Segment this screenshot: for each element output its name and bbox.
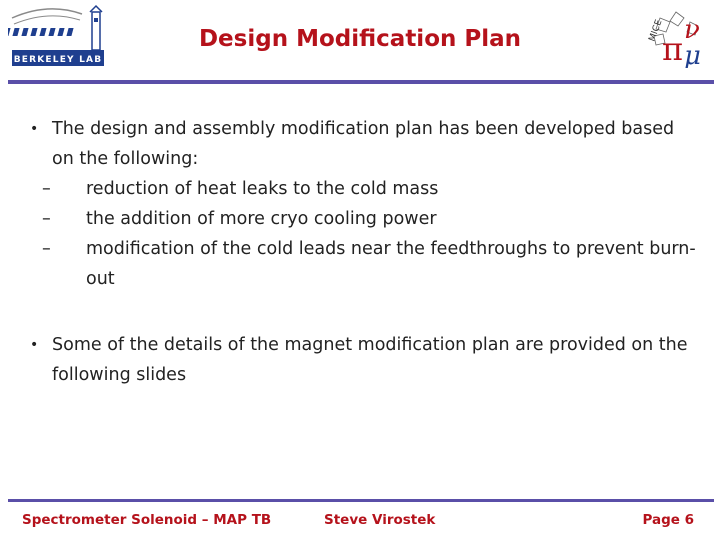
sub-text-2: the addition of more cryo cooling power bbox=[86, 209, 437, 229]
title-divider bbox=[8, 80, 714, 84]
sub-item-1 bbox=[30, 174, 700, 204]
svg-text:μ: μ bbox=[684, 41, 701, 68]
footer-left: Spectrometer Solenoid – MAP TB bbox=[22, 512, 272, 528]
bullet-text-2: Some of the details of the magnet modification plan are provided on the following slides bbox=[52, 335, 688, 385]
sub-item-3 bbox=[30, 234, 700, 294]
slide-body bbox=[30, 114, 700, 390]
sub-text-3: modification of the cold leads near the feedthroughs to prevent burn-out bbox=[86, 239, 696, 289]
mice-logo bbox=[640, 8, 716, 68]
footer-divider bbox=[8, 499, 714, 502]
mice-label: MICE bbox=[647, 18, 665, 44]
svg-text:π: π bbox=[662, 30, 684, 68]
bullet-marker: • bbox=[30, 121, 39, 137]
bullet-item-1 bbox=[30, 114, 700, 174]
bullet-item-2 bbox=[30, 330, 700, 390]
page-number: Page 6 bbox=[642, 512, 694, 528]
dash-marker: – bbox=[42, 179, 51, 199]
slide-title: Design Modification Plan bbox=[198, 26, 522, 52]
sub-item-2 bbox=[30, 204, 700, 234]
dash-marker: – bbox=[42, 239, 51, 259]
bullet-text-1: The design and assembly modification plan has been developed based on the following: bbox=[52, 119, 675, 169]
dash-marker: – bbox=[42, 209, 51, 229]
svg-text:ν: ν bbox=[684, 15, 700, 45]
bullet-marker: • bbox=[30, 337, 39, 353]
logo-text: BERKELEY LAB bbox=[13, 55, 103, 65]
footer-author: Steve Virostek bbox=[324, 512, 436, 528]
sub-text-1: reduction of heat leaks to the cold mass bbox=[86, 179, 439, 199]
